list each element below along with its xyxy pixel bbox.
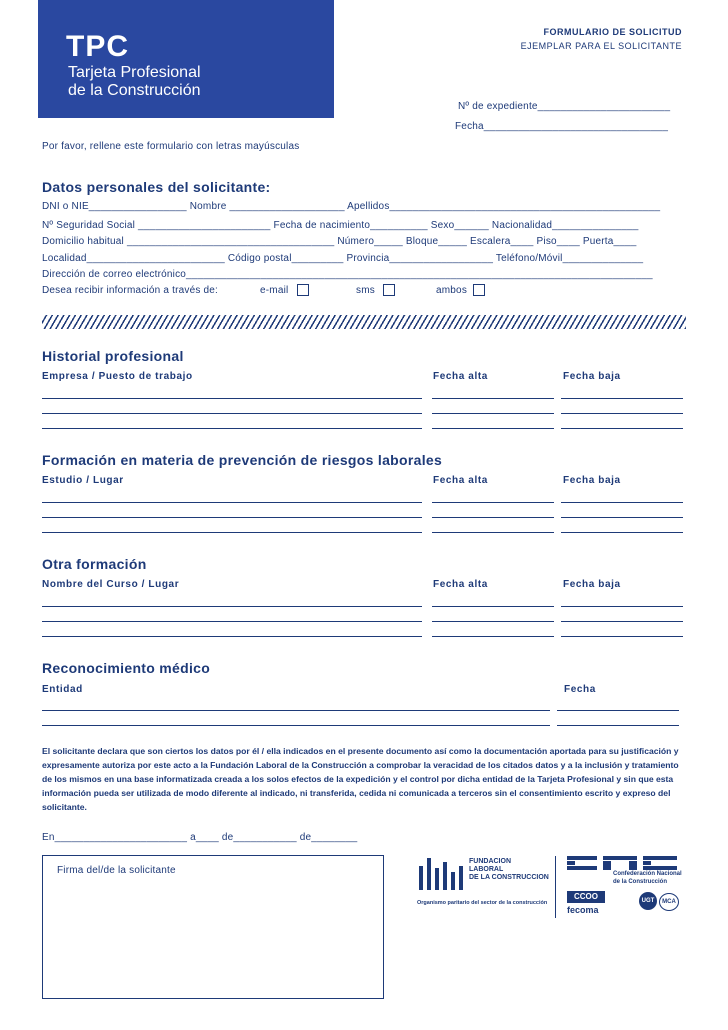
place-date-field[interactable]: En_______________________ a____ de___________ de________ <box>42 832 358 843</box>
email-option-label: e-mail <box>260 285 289 296</box>
medico-section-title: Reconocimiento médico <box>42 660 211 676</box>
sms-option-label: sms <box>356 285 375 296</box>
otra-row3-curso[interactable] <box>42 636 422 637</box>
historial-section-title: Historial profesional <box>42 348 184 364</box>
address-row[interactable]: Domicilio habitual ____________________________________ Número_____ Bloque_____ Escalera____ Piso____ Puerta____ <box>42 236 637 247</box>
otra-row2-curso[interactable] <box>42 621 422 622</box>
instruction-text: Por favor, rellene este formulario con letras mayúsculas <box>42 141 300 152</box>
ccoo-logo: CCOO <box>567 891 605 903</box>
brand-subtitle-line1: Tarjeta Profesional <box>68 64 201 81</box>
historial-row2-empresa[interactable] <box>42 413 422 414</box>
medico-col-entidad: Entidad <box>42 684 83 695</box>
form-title: FORMULARIO DE SOLICITUD <box>543 27 682 37</box>
historial-row2-baja[interactable] <box>561 413 683 414</box>
formacion-col-estudio: Estudio / Lugar <box>42 475 124 486</box>
signature-box[interactable] <box>42 855 384 999</box>
cnc-line1: Confederación Nacional <box>613 871 682 877</box>
medico-col-fecha: Fecha <box>564 684 596 695</box>
signature-label: Firma del/de la solicitante <box>57 865 176 876</box>
mca-logo: MCA <box>659 893 679 911</box>
personal-section-title: Datos personales del solicitante: <box>42 179 271 195</box>
ugt-logo: UGT <box>639 892 657 910</box>
historial-col-empresa: Empresa / Puesto de trabajo <box>42 371 193 382</box>
formacion-row1-alta[interactable] <box>432 502 554 503</box>
declaration-text: El solicitante declara que son ciertos los datos por él / ella indicados en el presente documento así como la documentación aportada para su justificación y expresamente autoriza por este acto a la Fundación Laboral de la Construcción a comprobar la veracidad de los citados datos y a la inclusión y tratamiento de los mismos en una base informatizada creada a los solos efectos de la expedición y el control por dicha entidad de la Tarjeta Profesional y sin que esta información pueda ser utilizada de modo diferente al indicado, ni transferida, cedida ni comunicada a terceros sin el consentimiento escrito y expreso del solicitante. <box>42 746 679 812</box>
formacion-row2-estudio[interactable] <box>42 517 422 518</box>
otra-col-alta: Fecha alta <box>433 579 488 590</box>
medico-row1-fecha[interactable] <box>557 710 679 711</box>
otra-col-curso: Nombre del Curso / Lugar <box>42 579 180 590</box>
otra-row1-baja[interactable] <box>561 606 683 607</box>
formacion-row2-alta[interactable] <box>432 517 554 518</box>
formacion-col-baja: Fecha baja <box>563 475 621 486</box>
formacion-row2-baja[interactable] <box>561 517 683 518</box>
tpc-logo: TPC <box>66 30 129 63</box>
flc-tagline: Organismo paritario del sector de la construcción <box>417 900 548 906</box>
formacion-col-alta: Fecha alta <box>433 475 488 486</box>
otra-row2-alta[interactable] <box>432 621 554 622</box>
flc-line2: LABORAL <box>469 866 504 873</box>
fecha-field[interactable]: Fecha________________________________ <box>455 121 669 132</box>
flc-line3: DE LA CONSTRUCCION <box>469 874 549 881</box>
locality-row[interactable]: Localidad________________________ Código postal_________ Provincia__________________ Teléfono/Móvil______________ <box>42 253 644 264</box>
historial-col-alta: Fecha alta <box>433 371 488 382</box>
expediente-field[interactable]: Nº de expediente_______________________ <box>458 101 671 112</box>
both-checkbox[interactable] <box>473 284 485 296</box>
otra-section-title: Otra formación <box>42 556 147 572</box>
otra-row1-alta[interactable] <box>432 606 554 607</box>
medico-row2-entidad[interactable] <box>42 725 550 726</box>
ss-birth-row[interactable]: Nº Seguridad Social _______________________ Fecha de nacimiento__________ Sexo______ Nacionalidad_______________ <box>42 220 639 231</box>
formacion-row1-estudio[interactable] <box>42 502 422 503</box>
cnc-text <box>613 870 682 886</box>
brand-subtitle-line2: de la Construcción <box>68 82 201 99</box>
email-row[interactable]: Dirección de correo electrónico_________________________________________________________________________________ <box>42 269 653 280</box>
medico-row1-entidad[interactable] <box>42 710 550 711</box>
cnc-line2: de la Construcción <box>613 879 668 885</box>
sms-checkbox[interactable] <box>383 284 395 296</box>
historial-row1-baja[interactable] <box>561 398 683 399</box>
formacion-section-title: Formación en materia de prevención de riesgos laborales <box>42 452 443 468</box>
otra-row3-baja[interactable] <box>561 636 683 637</box>
historial-row3-alta[interactable] <box>432 428 554 429</box>
fundacion-laboral-logo <box>417 855 547 907</box>
otra-col-baja: Fecha baja <box>563 579 621 590</box>
brand-subtitle <box>68 64 201 100</box>
historial-row2-alta[interactable] <box>432 413 554 414</box>
historial-row1-empresa[interactable] <box>42 398 422 399</box>
historial-row3-baja[interactable] <box>561 428 683 429</box>
otra-row2-baja[interactable] <box>561 621 683 622</box>
receive-info-label: Desea recibir información a través de: <box>42 285 219 296</box>
historial-row1-alta[interactable] <box>432 398 554 399</box>
formacion-row1-baja[interactable] <box>561 502 683 503</box>
formacion-row3-estudio[interactable] <box>42 532 422 533</box>
form-subtitle: EJEMPLAR PARA EL SOLICITANTE <box>520 41 682 51</box>
fecoma-text: fecoma <box>567 905 599 915</box>
medico-row2-fecha[interactable] <box>557 725 679 726</box>
flc-line1: FUNDACION <box>469 858 511 865</box>
otra-row1-curso[interactable] <box>42 606 422 607</box>
historial-row3-empresa[interactable] <box>42 428 422 429</box>
hatched-divider <box>42 315 686 329</box>
otra-row3-alta[interactable] <box>432 636 554 637</box>
flc-bars-icon <box>417 858 467 894</box>
email-checkbox[interactable] <box>297 284 309 296</box>
formacion-row3-baja[interactable] <box>561 532 683 533</box>
cnc-logo-icon <box>567 856 677 870</box>
dni-name-row[interactable]: DNI o NIE_________________ Nombre ____________________ Apellidos_______________________________________________ <box>42 201 661 212</box>
logo-divider <box>555 856 556 918</box>
historial-col-baja: Fecha baja <box>563 371 621 382</box>
formacion-row3-alta[interactable] <box>432 532 554 533</box>
both-option-label: ambos <box>436 285 468 296</box>
